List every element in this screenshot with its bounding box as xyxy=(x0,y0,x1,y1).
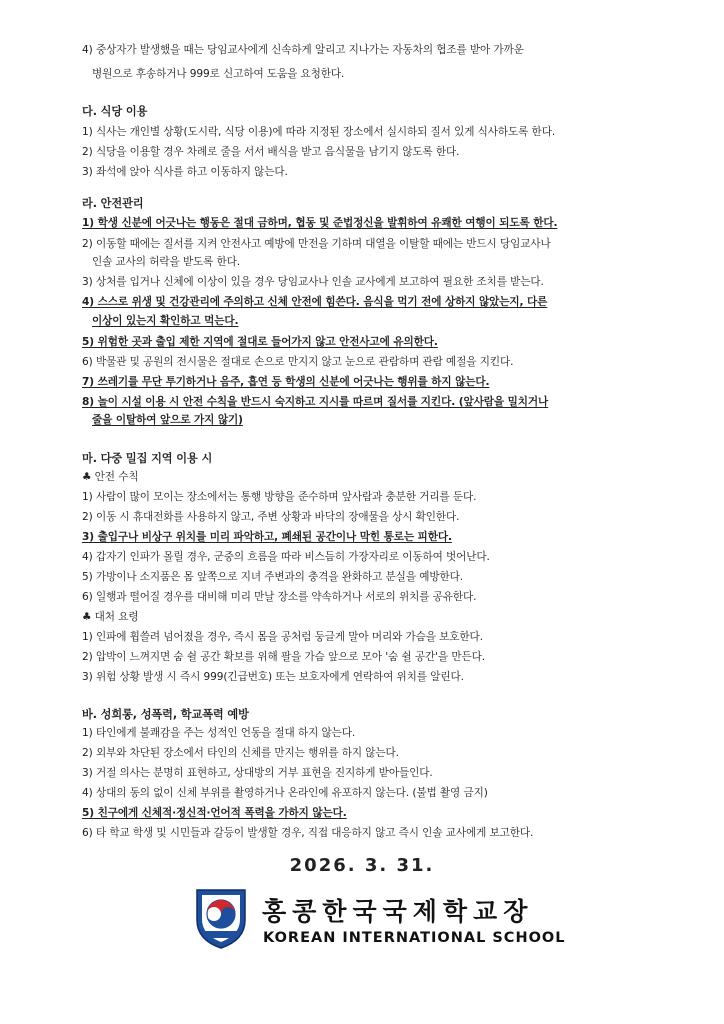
section-heading: 마. 다중 밀집 지역 이용 시 xyxy=(82,452,213,465)
item-line: 5) 친구에게 신체적·정신적·언어적 폭력을 가하지 않는다. xyxy=(82,807,347,819)
school-logo-icon xyxy=(193,886,249,950)
item-line: 7) 쓰레기를 무단 투기하거나 음주, 흡연 등 학생의 신분에 어긋나는 행위를 하지 않는다. xyxy=(82,376,490,388)
school-name-english: KOREAN INTERNATIONAL SCHOOL xyxy=(263,930,566,946)
item-line: 3) 출입구나 비상구 위치를 미리 파악하고, 폐쇄된 공간이나 막힌 통로는 피한다. xyxy=(82,531,452,543)
item-line: 4) 중상자가 발생했을 때는 당임교사에게 신속하게 알리고 지나가는 자동차의 협조를 받아 가까운 xyxy=(82,44,524,56)
section-heading: 라. 안전관리 xyxy=(82,197,144,210)
item-line: 6) 일행과 떨어질 경우를 대비해 미리 만날 장소를 약속하거나 서로의 위치를 공유한다. xyxy=(82,591,477,603)
item-line: 8) 놀이 시설 이용 시 안전 수칙을 반드시 숙지하고 지시를 따르며 질서를 지킨다. (앞사람을 밀치거나 xyxy=(82,396,549,408)
item-line: 5) 위험한 곳과 출입 제한 지역에 절대로 들어가지 않고 안전사고에 유의한다. xyxy=(82,336,438,348)
item-line: 5) 가방이나 소지품은 몸 앞쪽으로 지녀 주변과의 충격을 완화하고 분실을 예방한다. xyxy=(82,571,464,583)
school-name-korean: 홍콩한국국제학교장 xyxy=(262,897,534,926)
issue-date: 2026. 3. 31. xyxy=(289,855,435,876)
item-line: 3) 거절 의사는 분명히 표현하고, 상대방의 거부 표현을 진지하게 받아들인다. xyxy=(82,767,433,779)
item-line: 병원으로 후송하거나 999로 신고하여 도움을 요청한다. xyxy=(92,68,345,80)
item-line: 6) 타 학교 학생 및 시민들과 갈등이 발생할 경우, 직접 대응하지 않고 즉시 인솔 교사에게 보고한다. xyxy=(82,827,534,839)
item-line: 2) 외부와 차단된 장소에서 타인의 신체를 만지는 행위를 하지 않는다. xyxy=(82,747,399,759)
subheading: ♣ 안전 수칙 xyxy=(82,471,139,483)
item-line: 1) 식사는 개인별 상황(도시락, 식당 이용)에 따라 지정된 장소에서 실시하되 질서 있게 식사하도록 한다. xyxy=(82,126,556,138)
item-line: 3) 상처를 입거나 신체에 이상이 있을 경우 당임교사나 인솔 교사에게 보고하여 필요한 조치를 받는다. xyxy=(82,276,544,288)
item-line: 4) 스스로 위생 및 건강관리에 주의하고 신체 안전에 힘쓴다. 음식을 먹기 전에 상하지 않았는지, 다른 xyxy=(82,296,548,308)
item-line: 3) 위험 상황 발생 시 즉시 999(긴급번호) 또는 보호자에게 연락하여 위치를 알린다. xyxy=(82,671,464,683)
item-line: 4) 갑자기 인파가 몰릴 경우, 군중의 흐름을 따라 비스듬히 가장자리로 이동하여 벗어난다. xyxy=(82,551,490,563)
item-line: 2) 이동할 때에는 질서를 지켜 안전사고 예방에 만전을 기하며 대열을 이탈할 때에는 반드시 당임교사나 xyxy=(82,238,551,250)
item-line: 2) 압박이 느껴지면 숨 쉴 공간 확보를 위해 팔을 가슴 앞으로 모아 '숨 쉴 공간'을 만든다. xyxy=(82,651,485,663)
item-line: 이상이 있는지 확인하고 먹는다. xyxy=(92,315,239,327)
item-line: 1) 타인에게 불쾌감을 주는 성적인 언동을 절대 하지 않는다. xyxy=(82,727,356,739)
item-line: 6) 박물관 및 공원의 전시물은 절대로 손으로 만지지 않고 눈으로 관람하며 관람 예절을 지킨다. xyxy=(82,356,514,368)
item-line: 1) 학생 신분에 어긋나는 행동은 절대 금하며, 협동 및 준법정신을 발휘하여 유쾌한 여행이 되도록 한다. xyxy=(82,217,558,229)
section-heading: 바. 성희롱, 성폭력, 학교폭력 예방 xyxy=(82,708,249,721)
item-line: 3) 좌석에 앉아 식사를 하고 이동하지 않는다. xyxy=(82,166,288,178)
item-line: 4) 상대의 동의 없이 신체 부위를 촬영하거나 온라인에 유포하지 않는다. (불법 촬영 금지) xyxy=(82,787,488,799)
section-heading: 다. 식당 이용 xyxy=(82,105,148,118)
item-line: 줄을 이탈하여 앞으로 가지 않기) xyxy=(92,414,243,426)
item-line: 인솔 교사의 허락을 받도록 한다. xyxy=(92,256,241,268)
item-line: 2) 이동 시 휴대전화를 사용하지 않고, 주변 상황과 바닥의 장애물을 상시 확인한다. xyxy=(82,511,460,523)
item-line: 1) 인파에 휩쓸려 넘어졌을 경우, 즉시 몸을 공처럼 둥글게 말아 머리와 가슴을 보호한다. xyxy=(82,631,483,643)
item-line: 1) 사람이 많이 모이는 장소에서는 통행 방향을 준수하며 앞사람과 충분한 거리를 둔다. xyxy=(82,491,477,503)
item-line: 2) 식당을 이용할 경우 차례로 줄을 서서 배식을 받고 음식물을 남기지 않도록 한다. xyxy=(82,146,460,158)
subheading: ♣ 대처 요령 xyxy=(82,611,139,623)
